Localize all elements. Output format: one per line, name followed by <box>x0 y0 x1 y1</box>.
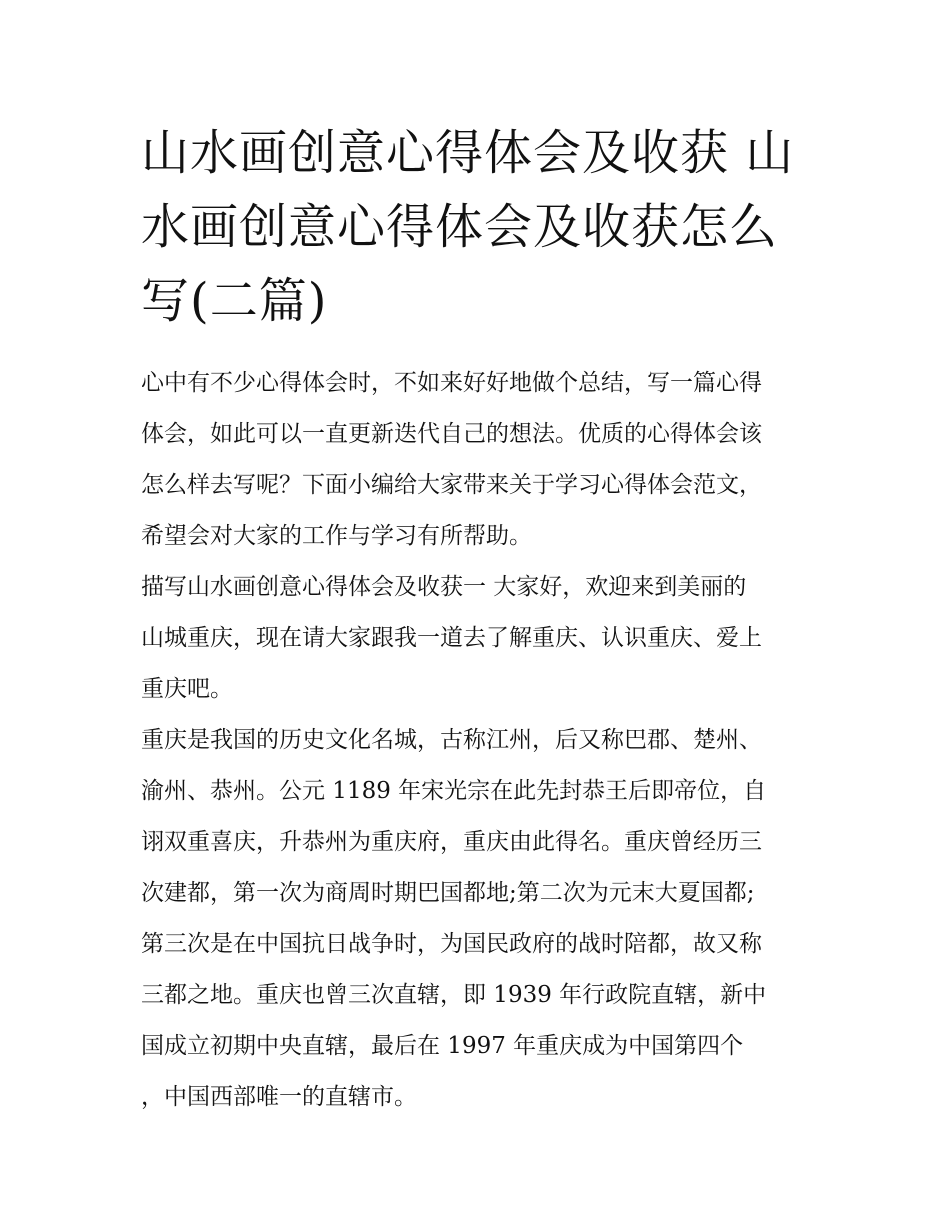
text-line: 描写山水画创意心得体会及收获一 大家好，欢迎来到美丽的 <box>141 574 747 600</box>
text-line: 三都之地。重庆也曾三次直辖，即 1939 年行政院直辖，新中 <box>141 982 767 1008</box>
text-line: 山城重庆，现在请大家跟我一道去了解重庆、认识重庆、爱上 <box>141 625 762 651</box>
text-line: 第三次是在中国抗日战争时，为国民政府的战时陪都，故又称 <box>141 931 762 957</box>
text-line: 心中有不少心得体会时，不如来好好地做个总结，写一篇心得 <box>141 370 762 396</box>
text-line: 诩双重喜庆，升恭州为重庆府，重庆由此得名。重庆曾经历三 <box>141 829 762 855</box>
title-line: 写(二篇) <box>141 273 328 329</box>
text-line: 次建都，第一次为商周时期巴国都地;第二次为元末大夏国都; <box>141 880 755 906</box>
text-line: 重庆吧。 <box>141 676 233 702</box>
title-line: 山水画创意心得体会及收获 山 <box>141 125 795 181</box>
text-line: 希望会对大家的工作与学习有所帮助。 <box>141 523 532 549</box>
history-paragraph <box>141 715 831 1123</box>
text-line: ，中国西部唯一的直辖市。 <box>141 1084 417 1110</box>
text-line: 体会，如此可以一直更新迭代自己的想法。优质的心得体会该 <box>141 421 762 447</box>
welcome-paragraph <box>141 562 831 715</box>
page-title <box>141 116 821 338</box>
text-line: 渝州、恭州。公元 1189 年宋光宗在此先封恭王后即帝位，自 <box>141 778 767 804</box>
title-line: 水画创意心得体会及收获怎么 <box>141 199 779 255</box>
text-line: 怎么样去写呢？下面小编给大家带来关于学习心得体会范文， <box>141 472 762 498</box>
text-line: 国成立初期中央直辖，最后在 1997 年重庆成为中国第四个 <box>141 1033 744 1059</box>
text-line: 重庆是我国的历史文化名城，古称江州，后又称巴郡、楚州、 <box>141 727 762 753</box>
document-body <box>141 358 831 1123</box>
intro-paragraph <box>141 358 831 562</box>
